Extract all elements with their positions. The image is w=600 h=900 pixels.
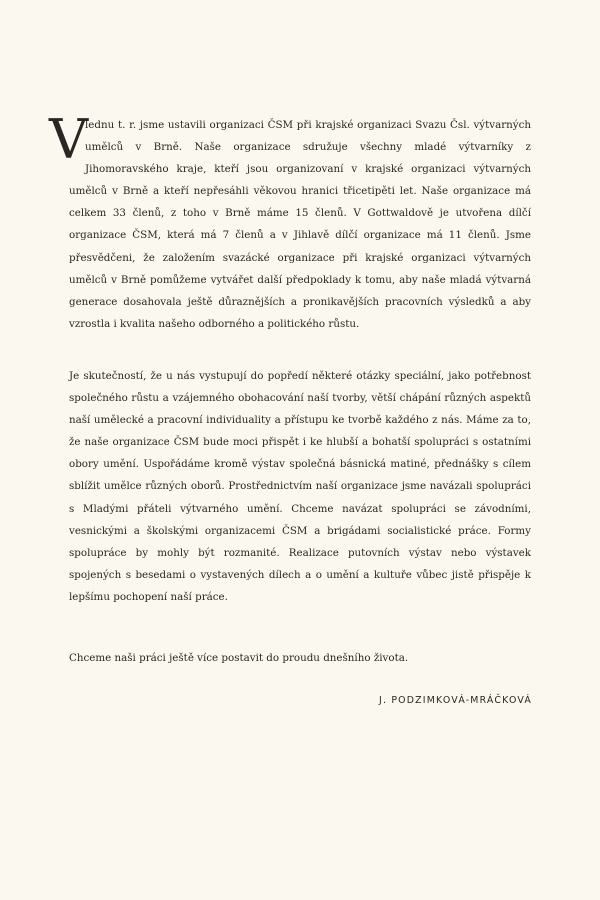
article-paragraph-3 [69, 647, 531, 669]
paragraph-3-text: Chceme naši práci ještě více postavit do proudu dnešního života. [69, 652, 409, 664]
author-signature: J. PODZIMKOVÁ-MRÁČKOVÁ [379, 695, 532, 706]
paragraph-1-text: lednu t. r. jsme ustavili organizaci ČSM při krajské organizaci Svazu Čsl. výtvarných umělců v Brně. Naše organizace sdružuje všechny mladé výtvarníky z Jihomoravského kraje, kteří jsou organizovaní v krajské organizaci výtvarných umělců v Brně a kteří nepřesáhli věkovou hranici třicetipěti let. Naše organizace má celkem 33 členů, z toho v Brně máme 15 členů. V Gottwaldově je utvořena dílčí organizace ČSM, která má 7 členů a v Jihlavě dílčí organizace má 11 členů. Jsme přesvědčeni, že založením svazácké organizace při krajské organizaci výtvarných umělců v Brně pomůžeme vytvářet další předpoklady k tomu, aby naše mladá výtvarná generace dosahovala ještě důraznějších a pronikavějších pracovních výsledků a aby vzrostla i kvalita našeho odborného a politického růstu. [69, 119, 531, 330]
article-paragraph-2 [69, 365, 531, 608]
drop-cap-letter: V [49, 108, 88, 171]
article-paragraph-1 [49, 108, 531, 335]
paragraph-2-text: Je skutečností, že u nás vystupují do popředí některé otázky speciální, jako potřebnost společného růstu a vzájemného obohacování naší tvorby, větší chápání různých aspektů naší umělecké a pracovní individuality a přístupu ke tvorbě každého z nás. Máme za to, že naše organizace ČSM bude moci přispět i ke hlubší a bohatší spolupráci s ostatními obory umění. Uspořádáme kromě výstav společná básnická matiné, přednášky s cílem sblížit umělce různých oborů. Prostřednictvím naší organizace jsme navázali spolupráci s Mladými přáteli výtvarného umění. Chceme navázat spolupráci se závodními, vesnickými a školskými organizacemi ČSM a brigádami socialistické práce. Formy spolupráce by mohly být rozmanité. Realizace putovních výstav nebo výstavek spojených s besedami o vystavených dílech a o umění a kultuře vůbec jistě přispěje k lepšímu pochopení naší práce. [69, 370, 531, 603]
